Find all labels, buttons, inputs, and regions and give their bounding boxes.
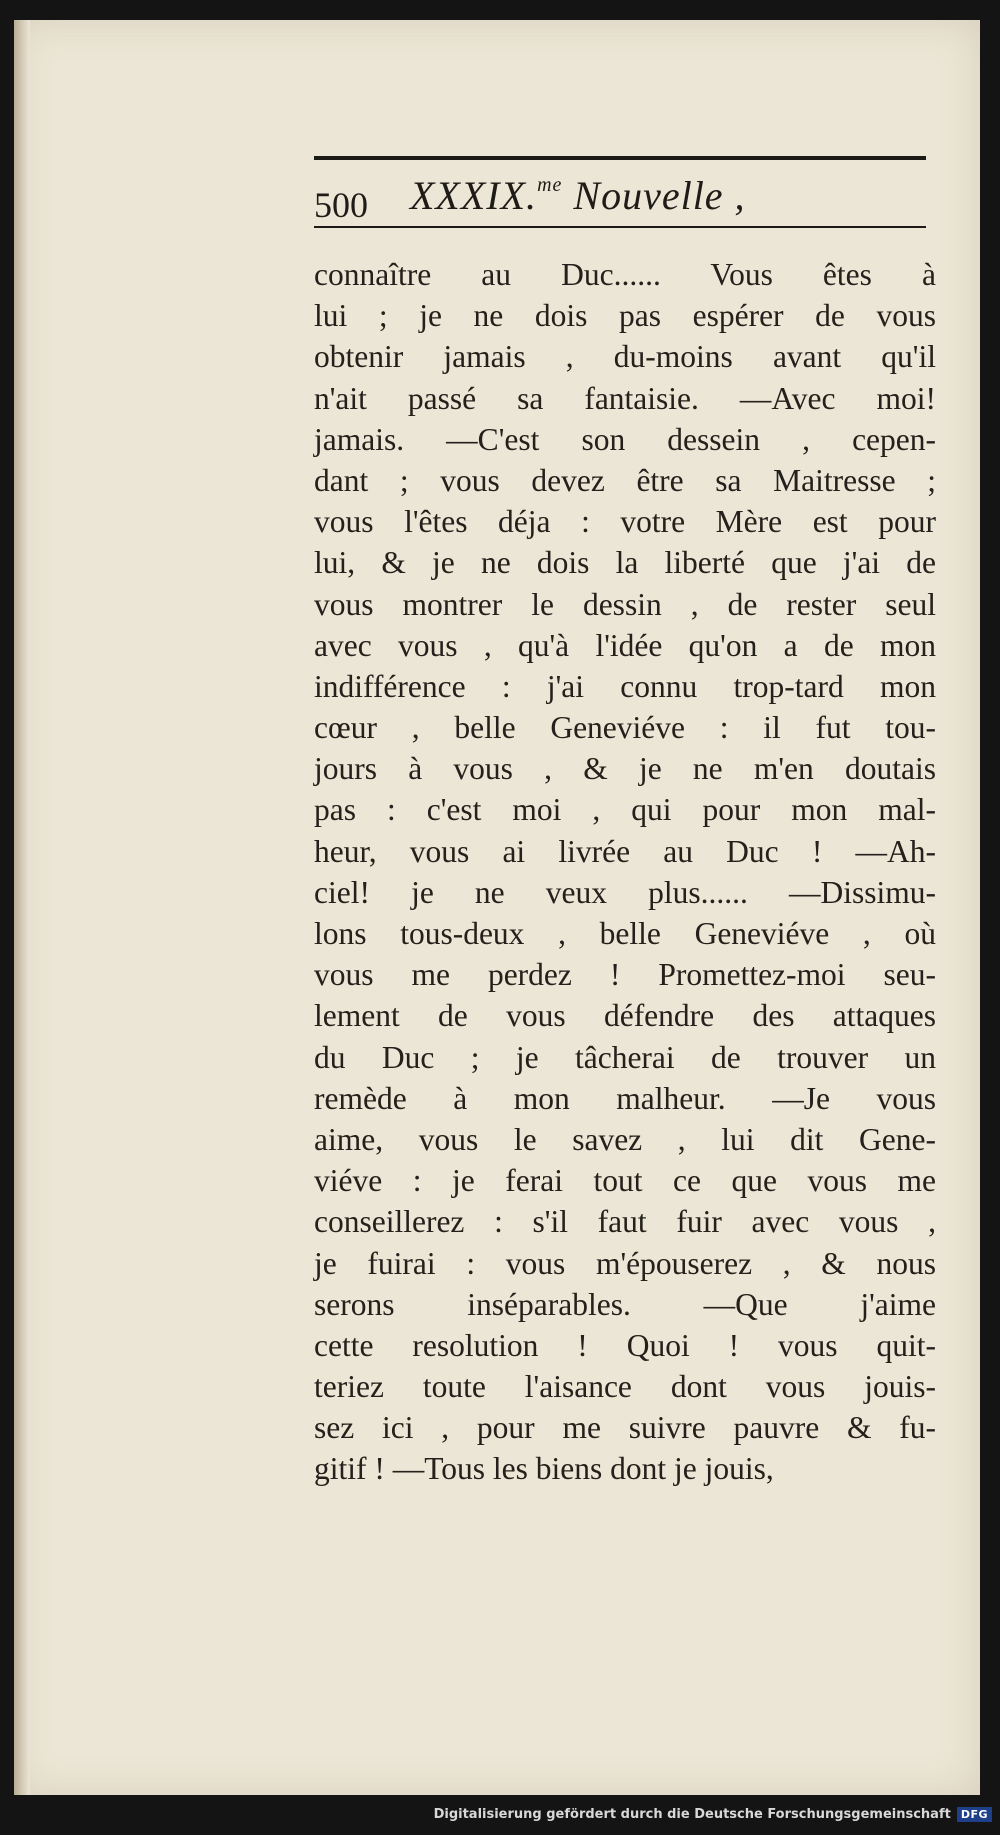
body-text bbox=[314, 254, 936, 1490]
dfg-logo: DFG bbox=[957, 1807, 992, 1822]
text-line: vous montrer le dessin , de rester seul bbox=[314, 586, 936, 622]
text-line: teriez toute l'aisance dont vous jouis- bbox=[314, 1369, 936, 1405]
chapter-title bbox=[410, 172, 746, 219]
text-line: vous l'êtes déja : votre Mère est pour bbox=[314, 504, 936, 540]
text-line: du Duc ; je tâcherai de trouver un bbox=[314, 1039, 936, 1075]
text-line: conseillerez : s'il faut fuir avec vous , bbox=[314, 1204, 936, 1240]
page-gutter bbox=[14, 20, 30, 1795]
text-line: jamais. —C'est son dessein , cepen- bbox=[314, 421, 936, 457]
running-head bbox=[314, 172, 926, 225]
text-line: lui, & je ne dois la liberté que j'ai de bbox=[314, 545, 936, 581]
text-line: viéve : je ferai tout ce que vous me bbox=[314, 1163, 936, 1199]
text-line: serons inséparables. —Que j'aime bbox=[314, 1286, 936, 1322]
text-line: sez ici , pour me suivre pauvre & fu- bbox=[314, 1410, 936, 1446]
chapter-subtitle: Nouvelle , bbox=[573, 173, 746, 218]
text-line: avec vous , qu'à l'idée qu'on a de mon bbox=[314, 627, 936, 663]
chapter-number: XXXIX. bbox=[410, 173, 538, 218]
header-rule-bottom bbox=[314, 226, 926, 228]
text-line: remède à mon malheur. —Je vous bbox=[314, 1080, 936, 1116]
page-number: 500 bbox=[314, 185, 368, 225]
digitization-credit bbox=[434, 1801, 992, 1827]
text-line: cette resolution ! Quoi ! vous quit- bbox=[314, 1327, 936, 1363]
credit-text: Digitalisierung gefördert durch die Deutsche Forschungsgemeinschaft bbox=[433, 1806, 951, 1822]
text-line: vous me perdez ! Promettez-moi seu- bbox=[314, 957, 936, 993]
text-line: lons tous-deux , belle Geneviéve , où bbox=[314, 916, 936, 951]
text-line: lement de vous défendre des attaques bbox=[314, 998, 936, 1034]
chapter-superscript: me bbox=[537, 174, 563, 196]
text-line: ciel! je ne veux plus...... —Dissimu- bbox=[314, 874, 936, 910]
text-line: heur, vous ai livrée au Duc ! —Ah- bbox=[314, 833, 936, 869]
text-line: je fuirai : vous m'épouserez , & nous bbox=[314, 1245, 936, 1281]
text-line: indifférence : j'ai connu trop-tard mon bbox=[314, 668, 936, 704]
text-line: connaître au Duc...... Vous êtes à bbox=[314, 257, 936, 292]
text-line: cœur , belle Geneviéve : il fut tou- bbox=[314, 710, 936, 746]
text-line: aime, vous le savez , lui dit Gene- bbox=[314, 1121, 936, 1157]
header-rule-top bbox=[314, 156, 926, 160]
text-line: pas : c'est moi , qui pour mon mal- bbox=[314, 792, 936, 828]
text-line: lui ; je ne dois pas espérer de vous bbox=[314, 298, 936, 334]
text-line: gitif ! —Tous les biens dont je jouis, bbox=[314, 1451, 774, 1487]
book-page bbox=[14, 20, 980, 1795]
text-line: dant ; vous devez être sa Maitresse ; bbox=[314, 462, 936, 498]
text-line: obtenir jamais , du-moins avant qu'il bbox=[314, 339, 936, 375]
text-line: jours à vous , & je ne m'en doutais bbox=[314, 751, 936, 787]
text-line: n'ait passé sa fantaisie. —Avec moi! bbox=[314, 380, 936, 416]
